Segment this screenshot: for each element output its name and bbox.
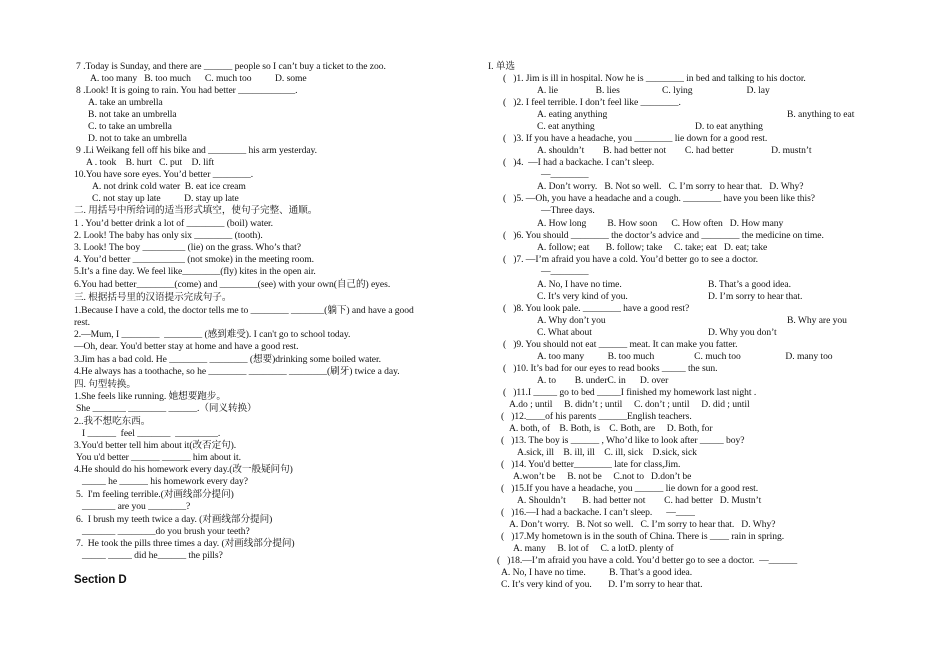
- mc-15-options: A. Shouldn’t B. had better not C. had better D. Mustn’t: [517, 495, 762, 506]
- mc-18: ( )18.—I’m afraid you have a cold. You’d better go to see a doctor. —______: [497, 555, 798, 566]
- mc-7-option-b: B. That’s a good idea.: [708, 279, 791, 290]
- mc-16-options: A. Don’t worry. B. Not so well. C. I’m sorry to hear that. D. Why?: [509, 519, 776, 530]
- complete-3: 3.Jim has a bad cold. He ________ ________ (想要)drinking some boiled water.: [74, 354, 381, 365]
- question-7-options: A. too many B. too much C. much too D. some: [90, 73, 307, 84]
- transform-4-answer: _____ he ______ his homework every day?: [82, 476, 248, 487]
- transform-2-answer: I ______ feel _______ _________.: [82, 428, 221, 439]
- mc-4-reply: —________: [541, 169, 589, 180]
- section-heading-1: I. 单选: [488, 61, 515, 72]
- mc-7-reply: —________: [541, 266, 589, 277]
- option-d: D. not to take an umbrella: [88, 133, 187, 144]
- question-9-options: A . took B. hurt C. put D. lift: [86, 157, 215, 168]
- mc-1: ( )1. Jim is ill in hospital. Now he is ________ in bed and talking to his doctor.: [503, 73, 806, 84]
- fill-5: 5.It’s a fine day. We feel like________(fly) kites in the open air.: [74, 266, 316, 277]
- mc-2-option-d: D. to eat anything: [695, 121, 763, 132]
- mc-8-option-c: C. What about: [537, 327, 592, 338]
- section-heading-4: 四. 句型转换。: [74, 379, 136, 390]
- mc-9: ( )9. You should not eat ______ meat. It can make you fatter.: [503, 339, 738, 350]
- fill-6: 6.You had better________(come) and ________(see) with your own(自己的) eyes.: [74, 279, 391, 290]
- fill-1: 1 . You’d better drink a lot of ________ (boil) water.: [74, 218, 274, 229]
- question-10: 10.You have sore eyes. You’d better ________.: [74, 169, 254, 180]
- transform-7: 7. He took the pills three times a day. (对画线部分提问): [76, 538, 295, 549]
- mc-18-options-cd: C. It’s very kind of you. D. I’m sorry to hear that.: [501, 579, 703, 590]
- mc-11-options: A.do ; until B. didn’t ; until C. don’t ; until D. did ; until: [509, 399, 750, 410]
- mc-7-option-a: A. No, I have no time.: [537, 279, 622, 290]
- mc-7: ( )7. —I’m afraid you have a cold. You’d better go to see a doctor.: [503, 254, 758, 265]
- mc-5-options: A. How long B. How soon C. How often D. How many: [537, 218, 784, 229]
- complete-1-cont: rest.: [74, 317, 91, 328]
- complete-2-reply: —Oh, dear. You'd better stay at home and have a good rest.: [74, 341, 299, 352]
- transform-7-answer: _____ _____ did he______ the pills?: [82, 550, 223, 561]
- mc-4-options: A. Don’t worry. B. Not so well. C. I’m sorry to hear that. D. Why?: [537, 181, 804, 192]
- mc-18-options-ab: A. No, I have no time. B. That’s a good idea.: [501, 567, 693, 578]
- mc-7-option-c: C. It’s very kind of you.: [537, 291, 628, 302]
- fill-2: 2. Look! The baby has only six ________ (tooth).: [74, 230, 263, 241]
- mc-1-options: A. lie B. lies C. lying D. lay: [537, 85, 770, 96]
- transform-1-answer: She _______ ________ ______.（同义转换）: [76, 403, 257, 414]
- mc-5: ( )5. —Oh, you have a headache and a cough. ________ have you been like this?: [503, 193, 816, 204]
- section-heading-3: 三. 根据括号里的汉语提示完成句子。: [74, 292, 232, 303]
- mc-2-option-a: A. eating anything: [537, 109, 608, 120]
- transform-1: 1.She feels like running. 她想要跑步。: [74, 391, 226, 402]
- question-7: 7 .Today is Sunday, and there are ______ people so I can’t buy a ticket to the zoo.: [76, 61, 386, 72]
- fill-3: 3. Look! The boy _________ (lie) on the grass. Who’s that?: [74, 242, 301, 253]
- transform-5-answer: _______ are you ________?: [82, 501, 191, 512]
- transform-3-answer: You u'd better ______ ______ him about it.: [76, 452, 241, 463]
- mc-15: ( )15.If you have a headache, you ______ lie down for a good rest.: [501, 483, 759, 494]
- section-d-heading: Section D: [74, 574, 127, 586]
- mc-14-options: A.won’t be B. not be C.not to D.don’t be: [513, 471, 692, 482]
- mc-2-option-b: B. anything to eat: [787, 109, 855, 120]
- complete-1: 1.Because I have a cold, the doctor tells me to ________ _______(躺下) and have a good: [74, 305, 414, 316]
- mc-8-option-a: A. Why don’t you: [537, 315, 606, 326]
- transform-6: 6. I brush my teeth twice a day. (对画线部分提问): [76, 514, 273, 525]
- mc-17-options: A. many B. lot of C. a lotD. plenty of: [513, 543, 674, 554]
- option-b: B. not take an umbrella: [88, 109, 177, 120]
- mc-8: ( )8. You look pale. ________ have a good rest?: [503, 303, 690, 314]
- question-10-options-ab: A. not drink cold water B. eat ice cream: [92, 181, 246, 192]
- mc-2: ( )2. I feel terrible. I don’t feel like ________.: [503, 97, 681, 108]
- mc-13-options: A.sick, ill B. ill, ill C. ill, sick D.sick, sick: [517, 447, 697, 458]
- fill-4: 4. You’d better ___________ (not smoke) in the meeting room.: [74, 254, 315, 265]
- mc-8-option-b: B. Why are you: [787, 315, 847, 326]
- option-a: A. take an umbrella: [88, 97, 163, 108]
- mc-12-options: A. both, of B. Both, is C. Both, are D. Both, for: [509, 423, 713, 434]
- mc-17: ( )17.My hometown is in the south of China. There is ____ rain in spring.: [501, 531, 785, 542]
- question-10-options-cd: C. not stay up late D. stay up late: [92, 193, 239, 204]
- mc-8-option-d: D. Why you don’t: [708, 327, 777, 338]
- mc-3: ( )3. If you have a headache, you ________ lie down for a good rest.: [503, 133, 768, 144]
- mc-6-options: A. follow; eat B. follow; take C. take; eat D. eat; take: [537, 242, 768, 253]
- mc-5-reply: —Three days.: [541, 205, 595, 216]
- mc-10: ( )10. It’s bad for our eyes to read books _____ the sun.: [503, 363, 718, 374]
- transform-6-answer: _______ ________do you brush your teeth?: [82, 526, 250, 537]
- question-9: 9 .Li Weikang fell off his bike and ________ his arm yesterday.: [76, 145, 318, 156]
- section-heading-2: 二. 用括号中所给词的适当形式填空，使句子完整、通顺。: [74, 205, 318, 216]
- complete-2: 2.—Mum, I ________ ________ (感到难受). I can't go to school today.: [74, 329, 351, 340]
- question-8: 8 .Look! It is going to rain. You had better ____________.: [76, 85, 298, 96]
- mc-12: ( )12.____of his parents ______English teachers.: [501, 411, 692, 422]
- mc-16: ( )16.—I had a backache. I can’t sleep. —____: [501, 507, 695, 518]
- mc-11: ( )11.I _____ go to bed _____I finished my homework last night .: [503, 387, 757, 398]
- mc-7-option-d: D. I’m sorry to hear that.: [708, 291, 803, 302]
- transform-5: 5. I'm feeling terrible.(对画线部分提问): [76, 489, 234, 500]
- mc-6: ( )6. You should ________ the doctor’s advice and ________ the medicine on time.: [503, 230, 824, 241]
- mc-14: ( )14. You'd better________ late for class,Jim.: [501, 459, 681, 470]
- mc-10-options: A. to B. underC. in D. over: [537, 375, 669, 386]
- complete-4: 4.He always has a toothache, so he ________ ________ ________(刷牙) twice a day.: [74, 366, 400, 377]
- option-c: C. to take an umbrella: [88, 121, 172, 132]
- mc-13: ( )13. The boy is ______ , Who’d like to look after _____ boy?: [501, 435, 745, 446]
- transform-3: 3.You'd better tell him about it(改否定句).: [74, 440, 237, 451]
- mc-9-options: A. too many B. too much C. much too D. many too: [537, 351, 833, 362]
- transform-4: 4.He should do his homework every day.(改一般疑问句): [74, 464, 293, 475]
- transform-2: 2..我不想吃东西。: [74, 416, 151, 427]
- mc-3-options: A. shouldn’t B. had better not C. had better D. mustn’t: [537, 145, 812, 156]
- mc-2-option-c: C. eat anything: [537, 121, 595, 132]
- mc-4: ( )4. —I had a backache. I can’t sleep.: [503, 157, 655, 168]
